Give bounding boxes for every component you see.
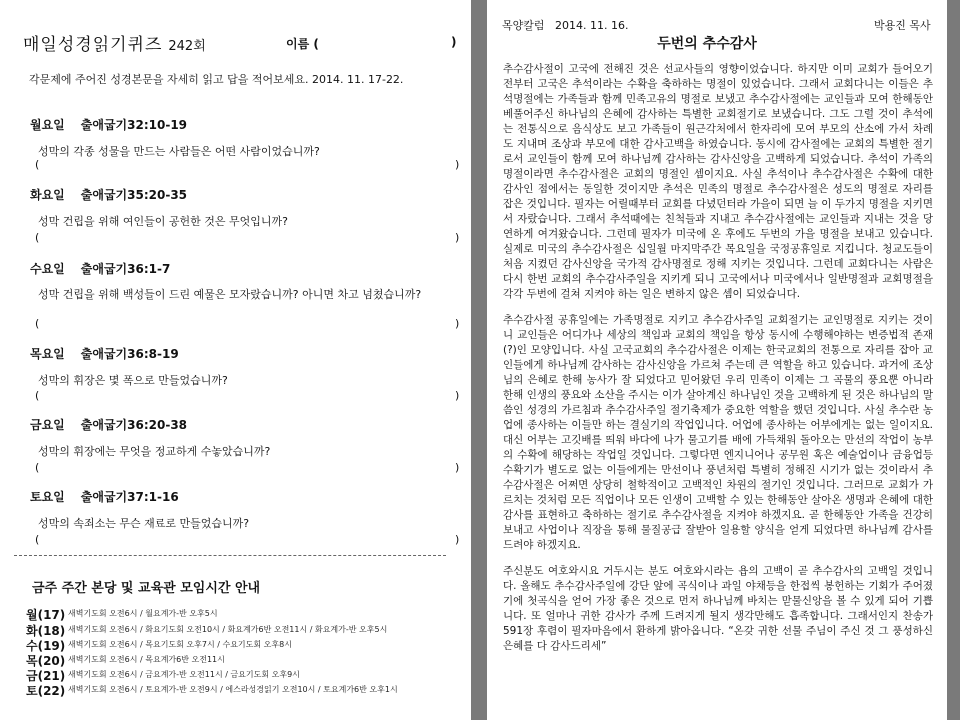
day-label: 토요일 bbox=[30, 490, 65, 504]
schedule-items: 새벽기도회 오전6시 / 금요계가-반 오전11시 / 금요기도회 오후9시 bbox=[68, 670, 300, 679]
answer-field[interactable]: ( bbox=[35, 389, 40, 402]
column-title: 두번의 추수감사 bbox=[657, 36, 757, 52]
day-heading bbox=[30, 116, 187, 133]
scripture-ref: 출애굽기36:1-7 bbox=[80, 262, 171, 276]
name-close: ) bbox=[451, 35, 457, 49]
section-divider bbox=[14, 555, 446, 556]
quiz-title-text: 매일성경읽기퀴즈 bbox=[23, 35, 163, 55]
schedule-day: 월(17) bbox=[26, 608, 66, 622]
day-heading bbox=[30, 345, 179, 362]
answer-field-close: ) bbox=[455, 158, 460, 171]
column-page bbox=[487, 0, 947, 720]
column-body bbox=[503, 62, 933, 665]
column-paragraph: 주신분도 여호와시요 거두시는 분도 여호와시라는 욥의 고백이 곧 추수감사의 고백일 것입니다. 올해도 추수감사주일에 강단 앞에 곡식이나 과일 야채등을 한접씩 봉헌하는 기회가 주어졌기에 첫곡식을 얻어 가장 좋은 것으로 먼저 하나님께 바치는 맏물신앙을 볼 수 있게 되어 기쁩니다. 또 얼마나 귀한 감사가 주께 드려지게 될지 생각만해도 흡족합니다. 그래서인지 찬송가591장 후렴이 필자마음에서 환하게 밝아옵니다. “온갖 귀한 선물 주님이 주신 것 그 풍성하신 은혜를 다 감사드리세” bbox=[503, 565, 933, 652]
answer-field-close: ) bbox=[455, 231, 460, 244]
day-label: 금요일 bbox=[30, 418, 65, 432]
answer-field-close: ) bbox=[455, 389, 460, 402]
question-text: 성막의 속죄소는 무슨 재료로 만들었습니까? bbox=[38, 517, 250, 530]
day-label: 수요일 bbox=[30, 262, 65, 276]
answer-field-close: ) bbox=[455, 317, 460, 330]
day-heading bbox=[30, 416, 187, 433]
scripture-ref: 출애굽기37:1-16 bbox=[80, 490, 179, 504]
column-author: 박용진 목사 bbox=[874, 19, 931, 32]
day-heading bbox=[30, 260, 170, 277]
answer-field[interactable]: ( bbox=[35, 231, 40, 244]
column-header bbox=[502, 17, 629, 33]
schedule-day: 화(18) bbox=[26, 624, 66, 638]
schedule-day: 수(19) bbox=[26, 639, 66, 653]
scripture-ref: 출애굽기35:20-35 bbox=[80, 188, 188, 202]
day-label: 목요일 bbox=[30, 347, 65, 361]
schedule-items: 새벽기도회 오전6시 / 목요기도회 오후7시 / 수요기도회 오후8시 bbox=[68, 640, 292, 649]
name-field[interactable] bbox=[286, 35, 457, 52]
schedule-items: 새벽기도회 오전6시 / 목요계가6반 오전11시 bbox=[68, 655, 225, 664]
schedule-day: 금(21) bbox=[26, 669, 66, 683]
name-label: 이름 ( bbox=[286, 37, 319, 51]
schedule-title: 금주 주간 본당 및 교육관 모임시간 안내 bbox=[32, 581, 261, 596]
answer-field[interactable]: ( bbox=[35, 533, 40, 546]
question-text: 성막의 휘장은 몇 폭으로 만들었습니까? bbox=[38, 374, 228, 387]
quiz-instructions: 각문제에 주어진 성경본문을 자세히 읽고 답을 적어보세요. 2014. 11. 17-22. bbox=[29, 73, 404, 86]
question-text: 성막의 휘장에는 무엇을 정교하게 수놓았습니까? bbox=[38, 445, 271, 458]
answer-field[interactable]: ( bbox=[35, 461, 40, 474]
schedule-items: 새벽기도회 오전6시 / 화요기도회 오전10시 / 화요계가6반 오전11시 / 화요계가-반 오후5시 bbox=[68, 625, 388, 634]
answer-field-close: ) bbox=[455, 533, 460, 546]
schedule-items: 새벽기도회 오전6시 / 토요계가-반 오전9시 / 에스라성경읽기 오전10시 / 토요계가6반 오후1시 bbox=[68, 685, 398, 694]
quiz-title bbox=[23, 30, 206, 55]
column-label: 목양칼럼 bbox=[502, 19, 545, 32]
scripture-ref: 출애굽기36:20-38 bbox=[80, 418, 188, 432]
answer-field[interactable]: ( bbox=[35, 317, 40, 330]
schedule-day: 목(20) bbox=[26, 654, 66, 668]
question-text: 성막의 각종 성물을 만드는 사람들은 어떤 사람이었습니까? bbox=[38, 145, 320, 158]
column-paragraph: 추수감사절이 고국에 전해진 것은 선교사들의 영향이었습니다. 하지만 이미 교회가 들어오기 전부터 고국은 추석이라는 수확을 축하하는 명절이 있었습니다. 그래서 교회다니는 이들은 추석명절에는 가족들과 함께 민족고유의 명절로 보냈고 추수감사절에는 교인들과 모여 한해동안 베풀어주신 하나님의 은혜에 감사하는 특별한 교회절기로 보냈습니다. 그도 그럴 것이 추석에는 전통식으로 음식상도 보고 가족들이 원근각처에서 한자리에 모여 부모의 산소에 가서 차례도 지내며 조상과 부모에 대한 감사고백을 하였습니다. 동시에 감사절에는 교회의 특별한 절기로서 교인들이 함께 모여 하나님께 감사하는 감사신앙을 고백하게 되었습니다. 추석이 가족의 명절이라면 추수감사절은 교회의 명절인 셈이지요. 사실 추석이나 추수감사절은 수확에 대한 감사인 점에서는 동일한 것이지만 추석은 민족의 명절로 추수감사절은 성도의 명절로 자리를 잡은 것입니다. 필자는 어릴때부터 교회를 다녔던터라 가을이 되면 늘 이 두가지 명절을 지키면서 자랐습니다. 그래서 추석때에는 친척들과 지내고 추수감사절에는 교인들과 지내는 것을 당연하게 여겨왔습니다. 그런데 필자가 미국에 온 후에도 두번의 가을 명절을 보내고 있습니다. 실제로 미국의 추수감사절은 십일월 마지막주간 목요일을 국정공휴일로 지킵니다. 청교도들이 처음 지켰던 감사신앙을 국가적 감사명절로 정해 지키는 것입니다. 그런데 교회다니는 사람은 다시 한번 교회의 추수감사주일을 지키게 되니 고국에서나 미국에서나 일반명절과 교회명절을 각각 두번에 걸쳐 지켜야 하는 일은 변하지 않은 셈이 되었습니다. bbox=[503, 63, 933, 300]
quiz-page bbox=[0, 0, 471, 720]
schedule-items: 새벽기도회 오전6시 / 월요계가-반 오후5시 bbox=[68, 609, 218, 618]
column-date: 2014. 11. 16. bbox=[555, 19, 629, 32]
scripture-ref: 출애굽기32:10-19 bbox=[80, 118, 188, 132]
day-label: 화요일 bbox=[30, 188, 65, 202]
day-heading bbox=[30, 488, 179, 505]
quiz-number: 242회 bbox=[168, 39, 206, 54]
question-text: 성막 건립을 위해 여인들이 공헌한 것은 무엇입니까? bbox=[38, 215, 288, 228]
day-heading bbox=[30, 186, 187, 203]
question-text: 성막 건립을 위해 백성들이 드린 예물은 모자랐습니까? 아니면 차고 넘쳤습니까? bbox=[38, 288, 422, 301]
scripture-ref: 출애굽기36:8-19 bbox=[80, 347, 179, 361]
day-label: 월요일 bbox=[30, 118, 65, 132]
answer-field-close: ) bbox=[455, 461, 460, 474]
column-paragraph: 추수감사절 공휴일에는 가족명절로 지키고 추수감사주일 교회절기는 교인명절로 지키는 것이니 교인들은 어디가나 세상의 책임과 교회의 책임을 항상 동시에 수행해야하는 변증법적 존재(?)인 모양입니다. 사실 고국교회의 추수감사절은 이제는 한국교회의 전통으로 자리를 잡아 교인들에게 하나님께 감사하는 감사신앙을 가르쳐 주는데 큰 역할을 하고 있습니다. 과거에 조상님의 은혜로 한해 농사가 잘 되었다고 믿어왔던 우리 민족이 이제는 그 곡물의 풍요뿐 아니라 한해 인생의 풍요와 소산을 주시는 이가 살아계신 하나님인 것을 고백하게 된 것은 하나님의 말씀인 성경의 가르침과 추수감사주일 절기축제가 중요한 역할을 했던 것입니다. 사실 추수란 농업에 종사하는 이들만 하는 결실기의 작업입니다. 어업에 종사하는 어부에게는 없는 일이지요. 대신 어부는 고깃배를 띄워 바다에 나가 물고기를 배에 가득채워 돌아오는 만선의 작업이 농부의 수확에 해당하는 작업일 것입니다. 그렇다면 엔지니어나 공무원 혹은 예술업이나 금융업등 수확기가 별도로 없는 이들에게는 만선이나 풍년처럼 특별히 정해진 시기가 없는 것이라서 추수감사절은 어쩌면 상당히 철학적이고 고백적인 차원의 절기인 것입니다. 그러므로 교회가 가르치는 것처럼 모든 직업이나 모든 인생이 고백할 수 있는 한해동안 살아온 생명과 은혜에 대한 감사를 표현하고 축하하는 절기로 추수감사절을 지켜야 하겠지요. 곧 한해동안 가족을 건강히 보내고 사업이나 직장을 통해 물질공급 잘받아 일용할 양식을 얻게 되었다면 하나님께 감사를 드려야 하겠지요. bbox=[503, 314, 933, 551]
answer-field[interactable]: ( bbox=[35, 158, 40, 171]
schedule-day: 토(22) bbox=[26, 684, 66, 698]
